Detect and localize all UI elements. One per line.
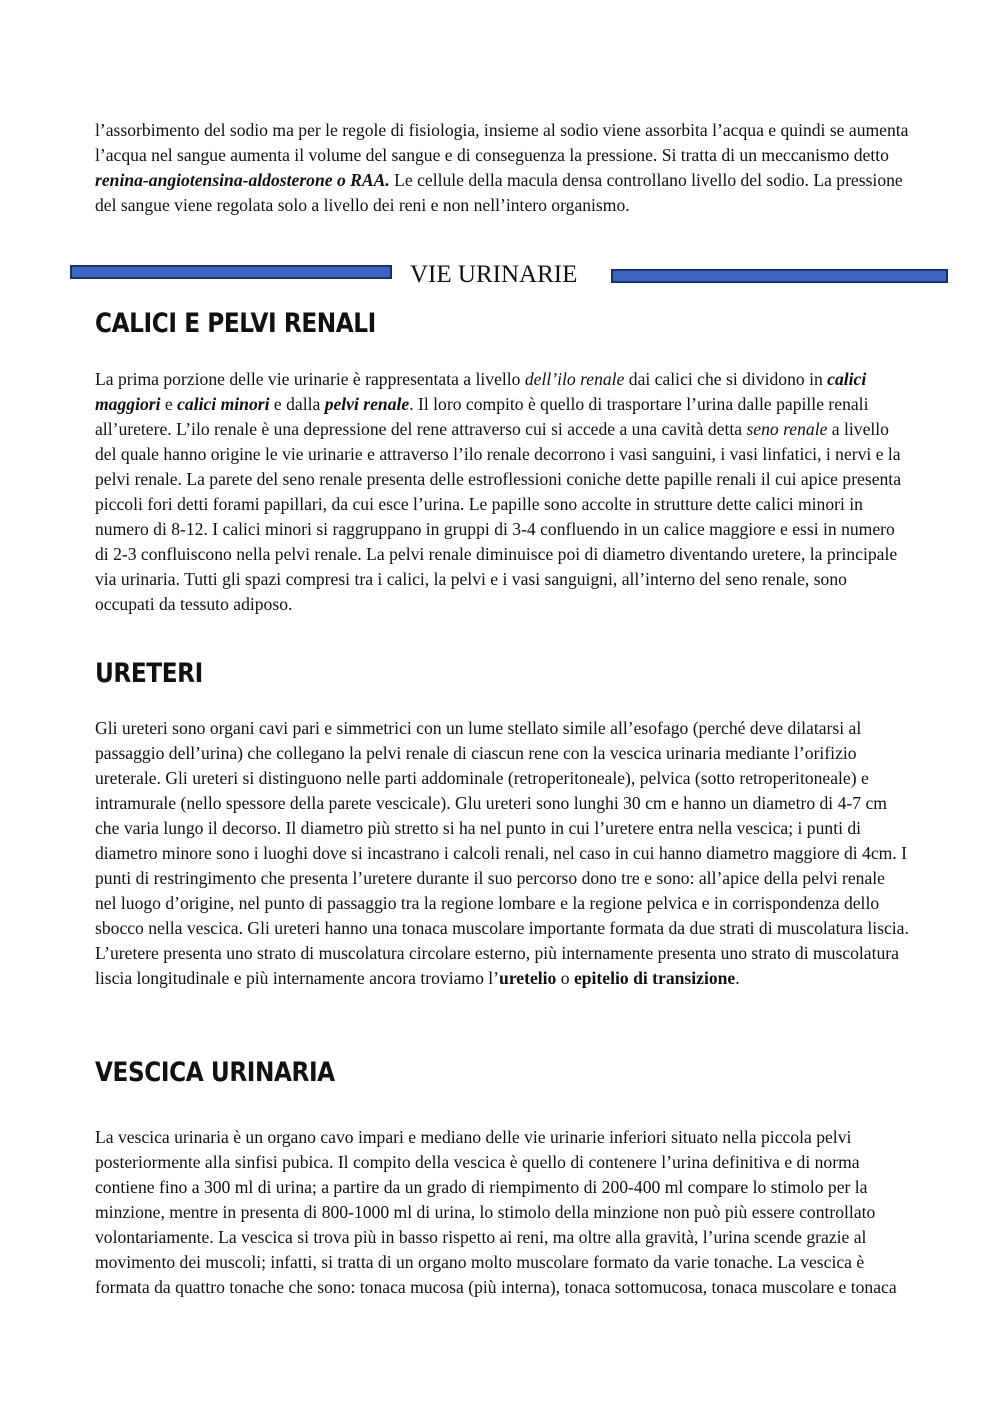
raa-term: renina-angiotensina-aldosterone o RAA. <box>95 170 390 190</box>
heading-vescica: VESCICA URINARIA <box>95 1057 335 1088</box>
epitelio-term: epitelio di transizione <box>573 968 736 988</box>
seno-renale-term: seno renale <box>746 419 828 439</box>
calici-maggiori-term: calici maggiori <box>95 369 867 414</box>
text: La vescica urinaria è un organo cavo impari e mediano delle vie urinarie inferiori situato nella piccola pelvi posteriormente alla sinfisi pubica. Il compito della vescica è quello di contenere l’urina definitiva e di norma contiene fino a 300 ml di urina; a partire da un grado di riempimento di 200-400 ml compare lo stimolo per la minzione, mentre in presenta di 800-1000 ml di urina, lo stimolo della minzione non può più essere controllato volontariamente. La vescica si trova più in basso rispetto ai reni, ma oltre alla gravità, l’urina scende grazie al movimento dei muscoli; infatti, si tratta di un organo molto muscolare formato da varie tonache. La vescica è formata da quattro tonache che sono: tonaca mucosa (più interna), tonaca sottomucosa, tonaca muscolare e tonaca <box>95 1127 897 1297</box>
text: o <box>556 968 574 988</box>
text: e <box>160 394 178 414</box>
text: La prima porzione delle vie urinarie è rappresentata a livello <box>95 369 525 389</box>
heading-calici: CALICI E PELVI RENALI <box>95 308 376 339</box>
pelvi-renale-term: pelvi renale <box>324 394 410 414</box>
text: a livello del quale hanno origine le vie urinarie e attraverso l’ilo renale decorrono i vasi sanguini, i vasi linfatici, i nervi e la pelvi renale. La parete del seno renale presenta delle estroflessioni coniche dette papille renali il cui apice presenta piccoli fori detti forami papillari, da cui esce l’urina. Le papille sono accolte in strutture dette calici minori in numero di 8-12. I calici minori si raggruppano in gruppi di 3-4 confluendo in un calice maggiore e essi in numero di 2-3 confluiscono nella pelvi renale. La pelvi renale diminuisce poi di diametro diventando uretere, la principale via urinaria. Tutti gli spazi compresi tra i calici, la pelvi e i vasi sanguigni, all’interno del seno renale, sono occupati da tessuto adiposo. <box>95 419 902 614</box>
ilo-renale-term: dell’ilo renale <box>524 369 625 389</box>
heading-ureteri: URETERI <box>95 658 203 689</box>
intro-text: l’assorbimento del sodio ma per le regole di fisiologia, insieme al sodio viene assorbita l’acqua e quindi se aumenta l’acqua nel sangue aumenta il volume del sangue e di conseguenza la pressione. Si tratta di un meccanismo detto <box>95 120 909 165</box>
text: e dalla <box>269 394 325 414</box>
text: . Il loro compito è quello di trasportare l’urina dalle papille renali all’uretere. L’ilo renale è una depressione del rene attraverso cui si accede a una cavità detta <box>95 394 869 439</box>
text: . <box>735 968 740 988</box>
intro-paragraph <box>95 118 910 218</box>
divider-bar-left <box>70 265 392 279</box>
ureteri-paragraph <box>95 716 910 991</box>
calici-minori-term: calici minori <box>177 394 270 414</box>
vescica-paragraph <box>95 1125 910 1300</box>
calici-paragraph <box>95 367 910 617</box>
intro-text-end: Le cellule della macula densa controllano livello del sodio. La pressione del sangue viene regolata solo a livello dei reni e non nell’intero organismo. <box>95 170 903 215</box>
uretelio-term: uretelio <box>499 968 557 988</box>
text: Gli ureteri sono organi cavi pari e simmetrici con un lume stellato simile all’esofago (perché deve dilatarsi al passaggio dell’urina) che collegano la pelvi renale di ciascun rene con la vescica urinaria mediante l’orifizio ureterale. Gli ureteri si distinguono nelle parti addominale (retroperitoneale), pelvica (sotto retroperitoneale) e intramurale (nello spessore della parete vescicale). Glu ureteri sono lunghi 30 cm e hanno un diametro di 4-7 cm che varia lungo il decorso. Il diametro più stretto si ha nel punto in cui l’uretere entra nella vescica; i punti di diametro minore sono i luoghi dove si incastrano i calcoli renali, nel caso in cui hanno diametro maggiore di 4cm. I punti di restringimento che presenta l’uretere durante il suo percorso dono tre e sono: all’apice della pelvi renale nel luogo d’origine, nel punto di passaggio tra la regione lombare e la regione pelvica e in corrispondenza dello sbocco nella vescica. Gli ureteri hanno una tonaca muscolare importante formata da due strati di muscolatura liscia. L’uretere presenta uno strato di muscolatura circolare esterno, più internamente presenta uno strato di muscolatura liscia longitudinale e più internamente ancora troviamo l’ <box>95 718 909 988</box>
text: dai calici che si dividono in <box>624 369 828 389</box>
divider-bar-right <box>611 269 948 283</box>
section-divider-title: VIE URINARIE <box>410 261 578 288</box>
